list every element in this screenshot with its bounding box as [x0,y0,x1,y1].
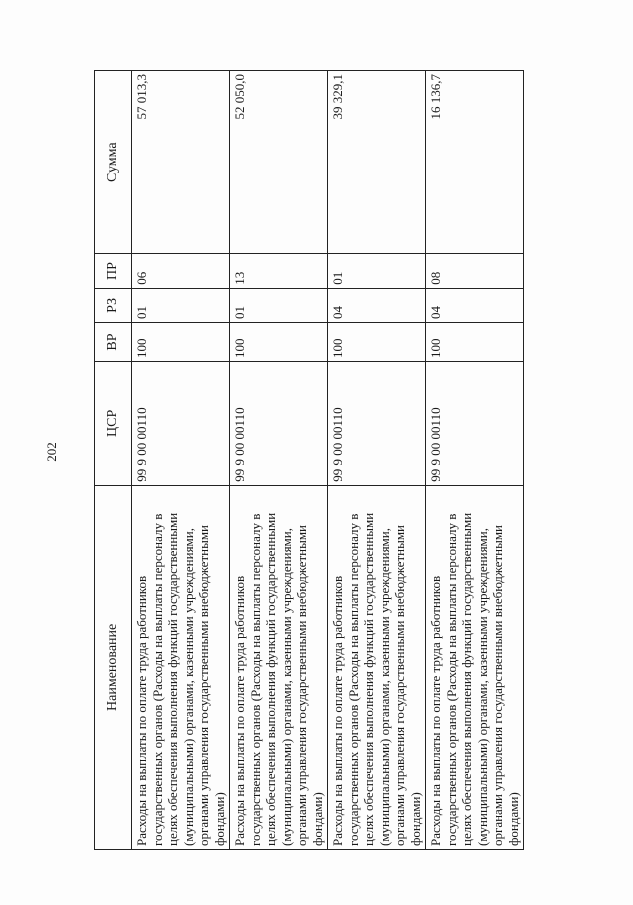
table-container [94,70,521,850]
table-header-row [95,71,132,850]
cell-pr: 01 [328,254,426,288]
cell-csr: 99 9 00 00110 [328,361,426,485]
rotated-table-frame [94,70,521,850]
header-name: Наименование [95,485,132,849]
cell-rz: 04 [328,288,426,322]
cell-name: Расходы на выплаты по оплате труда работников государственных органов (Расходы на выплаты персоналу в целях обеспечения выполнения функций государственными (муниципальными) органами, казенными учреждениями, органами управления государственными внебюджетными фондами) [132,485,230,849]
cell-csr: 99 9 00 00110 [426,361,524,485]
cell-sum: 52 050,0 [230,71,328,254]
cell-sum: 57 013,3 [132,71,230,254]
header-csr: ЦСР [95,361,132,485]
cell-sum: 39 329,1 [328,71,426,254]
cell-name: Расходы на выплаты по оплате труда работников государственных органов (Расходы на выплаты персоналу в целях обеспечения выполнения функций государственными (муниципальными) органами, казенными учреждениями, органами управления государственными внебюджетными фондами) [230,485,328,849]
header-vr: ВР [95,323,132,362]
header-pr: ПР [95,254,132,288]
cell-rz: 01 [132,288,230,322]
budget-table [94,70,524,850]
cell-vr: 100 [426,323,524,362]
table-row [132,71,230,850]
cell-csr: 99 9 00 00110 [230,361,328,485]
cell-pr: 06 [132,254,230,288]
cell-name: Расходы на выплаты по оплате труда работников государственных органов (Расходы на выплаты персоналу в целях обеспечения выполнения функций государственными (муниципальными) органами, казенными учреждениями, органами управления государственными внебюджетными фондами) [426,485,524,849]
cell-sum: 16 136,7 [426,71,524,254]
cell-vr: 100 [132,323,230,362]
table-row [230,71,328,850]
page-number: 202 [44,442,59,462]
cell-vr: 100 [230,323,328,362]
cell-csr: 99 9 00 00110 [132,361,230,485]
header-sum: Сумма [95,71,132,254]
table-row [328,71,426,850]
header-rz: РЗ [95,288,132,322]
cell-name: Расходы на выплаты по оплате труда работников государственных органов (Расходы на выплаты персоналу в целях обеспечения выполнения функций государственными (муниципальными) органами, казенными учреждениями, органами управления государственными внебюджетными фондами) [328,485,426,849]
cell-pr: 08 [426,254,524,288]
cell-vr: 100 [328,323,426,362]
cell-rz: 01 [230,288,328,322]
cell-pr: 13 [230,254,328,288]
table-row [426,71,524,850]
cell-rz: 04 [426,288,524,322]
